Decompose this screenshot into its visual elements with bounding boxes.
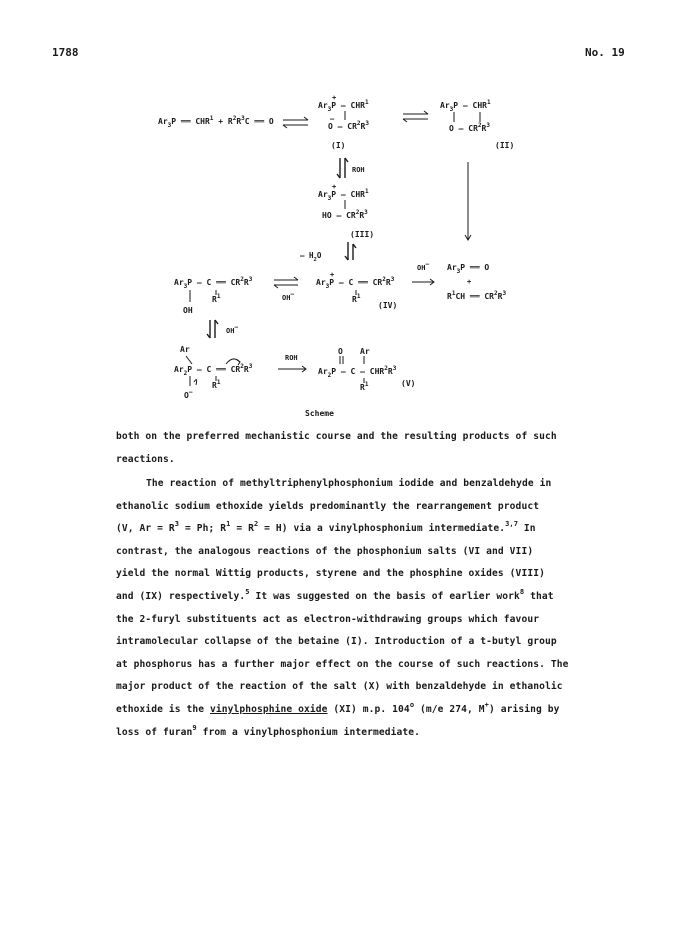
svg-text:HO — CR2R3: HO — $CR^2R^3$: [322, 209, 368, 220]
hydroxy-phosphorane: [174, 276, 253, 315]
svg-text:Ar3P — CHR1: $Ar_3P$ — CHR$^1$: [318, 99, 369, 113]
text-line: intramolecular collapse of the betaine (I). Introduction of a t-butyl group: [116, 636, 557, 648]
text-line: yield the normal Wittig products, styrene and the phosphine oxides (VIII): [116, 568, 545, 580]
arrow-IV-to-products: [412, 279, 434, 285]
svg-text:Ar3P — CHR1: $Ar_3P$ — CHR$^1$: [318, 188, 369, 202]
citation-ref-3-7: 3,7: [505, 520, 519, 529]
arrow-I-to-III: [337, 158, 348, 178]
text-line: at phosphorus has a further major effect on the course of such reactions. The: [116, 658, 569, 670]
arrow-II-to-products: [465, 162, 471, 240]
svg-text:OH: OH: [183, 306, 193, 315]
paragraph-continuation: [116, 426, 576, 471]
svg-text:+: +: [330, 271, 335, 279]
reagent-hydroxide-3: OH–: [226, 324, 239, 335]
equilibrium-arrow-1: [283, 117, 308, 128]
text-line: loss of furan$^9$ from a vinylphosphonium intermediate.: [116, 723, 421, 738]
svg-text:R1: $R^1$: [212, 293, 221, 304]
reagent-hydroxide-2: OH–: [417, 261, 430, 272]
text-line: and (IX) respectively.$^5$ It was suggested on the basis of earlier work$^8$ that: [116, 587, 554, 602]
label-IV: (IV): [378, 301, 398, 310]
svg-text:Ar3P — CHR1: $Ar_3P$ — CHR$^1$: [440, 99, 491, 113]
svg-text:Ar3P ══ CHR1 + R2R3C ══ O: $Ar_3P$ ══ $CHR^1 + R^2R^3C$ ══ O: [158, 115, 274, 129]
svg-text:+: +: [467, 278, 472, 286]
text-line: both on the preferred mechanistic course and the resulting products of such: [116, 431, 557, 442]
reagent-roh-1: ROH: [352, 166, 365, 174]
svg-text:Ar2P — C — CHR2R3: $Ar_2P$ — C — $CHR^2R^3$: [318, 365, 397, 379]
svg-text:Ar2P — C ══ CR2R3: $Ar_2P$ — C ══ $CR^2R^3$: [174, 363, 253, 377]
text-line: reactions.: [116, 453, 175, 465]
reagent-hydroxide-1: OH–: [282, 291, 295, 302]
arrow-to-phosphine-oxide: [278, 366, 306, 372]
underlined-term: vinylphosphine oxide: [210, 703, 328, 715]
text-line: (V, $Ar = R^3 = Ph$; $R^1 = R^2 = H$) via a vinylphosphonium intermediate.$^{3,7}$ In: [116, 520, 536, 535]
reagent-roh-2: ROH: [285, 354, 298, 362]
svg-text:O — CR2R3: O — $CR^2R^3$: [328, 120, 369, 131]
aryl-migration-anion: [174, 345, 253, 400]
text-line: major product of the reaction of the salt (X) with benzaldehyde in ethanolic: [116, 681, 563, 693]
svg-text:Ar3P ══ O: $Ar_3P$ ══ O: [447, 263, 490, 275]
scheme-caption: Scheme: [305, 409, 334, 418]
label-I: (I): [331, 141, 346, 150]
label-V: (V): [401, 379, 416, 388]
text-line: ethanolic sodium ethoxide yields predominantly the rearrangement product: [116, 500, 540, 512]
betaine-I: [318, 94, 369, 150]
wittig-products: [447, 263, 506, 301]
svg-text:O–: O–: [184, 389, 193, 400]
svg-text:R1: $R^1$: [360, 381, 369, 392]
citation-ref-8: 8: [519, 587, 525, 596]
paragraph-main: [116, 473, 576, 744]
text-line: the 2-furyl substituents act as electron-withdrawing groups which favour: [116, 613, 540, 625]
svg-text:Ar: Ar: [360, 347, 370, 356]
journal-issue: No. 19: [585, 46, 625, 59]
svg-text:Ar3P — C ══ CR2R3: $Ar_3P$ — C ══ $CR^2R^3$: [174, 276, 253, 290]
ylide-carbonyl-reactants: [158, 115, 274, 129]
arrow-to-ylide-oxide: [207, 320, 218, 338]
citation-ref-5: 5: [245, 587, 250, 596]
label-II: (II): [495, 141, 515, 150]
reagent-minus-water: — $H_2O$: [300, 251, 322, 263]
svg-text:R1: $R^1$: [352, 293, 361, 304]
svg-text:R1: $R^1$: [212, 379, 221, 390]
text-line: contrast, the analogous reactions of the phosphonium salts (VI and VII): [116, 545, 534, 557]
svg-text:+: +: [332, 94, 337, 102]
equilibrium-arrow-2: [403, 111, 428, 122]
label-III: (III): [350, 230, 375, 239]
oxaphosphetane-II: [440, 99, 514, 150]
svg-text:Ar: Ar: [180, 345, 190, 354]
svg-text:O: O: [338, 347, 343, 356]
text-line: The reaction of methyltriphenylphosphonium iodide and benzaldehyde in: [146, 478, 552, 489]
svg-text:Ar3P — C ══ CR2R3: $Ar_3P$ — C ══ $CR^2R^3$: [316, 276, 395, 290]
vinylphosphonium-IV: [316, 271, 397, 310]
svg-text:O — CR2R3: O — $CR^2R^3$: [449, 122, 490, 133]
text-line: ethoxide is the vinylphosphine oxide (XI) m.p. 104$^o$ (m/e 274, M+) arising by: [116, 700, 560, 715]
svg-text:+: +: [332, 183, 337, 191]
citation-ref-9: 9: [192, 723, 197, 732]
arrow-III-to-IV: [345, 242, 356, 260]
svg-text:R1CH ══ CR2R3: $R^1CH$ ══ $CR^2R^3$: [447, 290, 507, 301]
svg-text:–: –: [330, 115, 335, 123]
equilibrium-arrow-3: [274, 277, 298, 288]
reaction-scheme: [150, 92, 550, 422]
hydroxy-phosphonium-III: [318, 183, 374, 239]
phosphine-oxide-V: [318, 347, 415, 392]
page-number: 1788: [52, 46, 79, 59]
